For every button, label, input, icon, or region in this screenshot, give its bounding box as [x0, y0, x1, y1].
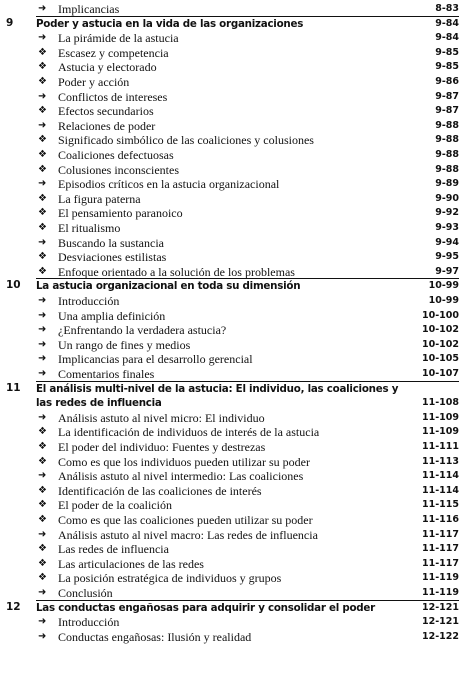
page-number: 10-105 [422, 353, 459, 365]
toc-entry [0, 294, 461, 308]
chapter-number: 11 [6, 381, 21, 394]
page-number: 11-113 [422, 455, 459, 467]
diamond-bullet-icon: ❖ [38, 572, 47, 584]
toc-entry [0, 148, 461, 162]
page-number: 11-116 [422, 514, 459, 525]
arrow-bullet-icon: ➜ [38, 470, 47, 482]
entry-title: Astucia y electorado [58, 60, 157, 75]
page-number: 9-84 [435, 17, 459, 29]
toc-entry [0, 46, 461, 60]
toc-entry [0, 367, 461, 381]
entry-title: Conductas engañosas: Ilusión y realidad [58, 629, 252, 644]
toc-entry [0, 265, 461, 279]
entry-title: ¿Enfrentando la verdadera astucia? [58, 323, 227, 338]
diamond-bullet-icon: ❖ [38, 46, 47, 58]
toc-entry [0, 338, 461, 352]
arrow-bullet-icon: ➜ [38, 32, 47, 44]
page-number: 11-119 [422, 587, 459, 598]
toc-entry [0, 104, 461, 118]
entry-title: Conclusión [58, 586, 113, 600]
toc-entry [0, 250, 461, 264]
entry-title: La pirámide de la astucia [58, 31, 179, 46]
page-number: 11-111 [422, 441, 459, 452]
page-number: 9-87 [435, 90, 459, 102]
entry-title: Poder y astucia en la vida de las organizaciones [36, 17, 304, 30]
toc-entry [0, 425, 461, 439]
diamond-bullet-icon: ❖ [38, 514, 47, 525]
arrow-bullet-icon: ➜ [38, 616, 47, 628]
arrow-bullet-icon: ➜ [38, 630, 47, 642]
entry-title: las redes de influencia [36, 397, 162, 410]
arrow-bullet-icon: ➜ [38, 338, 47, 350]
toc-entry [0, 571, 461, 585]
arrow-bullet-icon: ➜ [38, 236, 47, 248]
toc-entry [0, 352, 461, 366]
toc-entry [0, 2, 461, 16]
diamond-bullet-icon: ❖ [38, 207, 47, 219]
page-number: 11-109 [422, 411, 459, 423]
arrow-bullet-icon: ➜ [38, 587, 47, 598]
page-number: 10-107 [422, 368, 459, 379]
arrow-bullet-icon: ➜ [38, 353, 47, 365]
page-number: 11-109 [422, 426, 459, 438]
toc-entry [0, 90, 461, 104]
diamond-bullet-icon: ❖ [38, 499, 47, 511]
chapter-heading [0, 279, 461, 293]
page-number: 10-100 [422, 309, 459, 321]
entry-title: Episodios críticos en la astucia organizacional [58, 177, 280, 192]
diamond-bullet-icon: ❖ [38, 61, 47, 73]
entry-title: El análisis multi-nivel de la astucia: El individuo, las coaliciones y [36, 382, 399, 395]
arrow-bullet-icon: ➜ [38, 368, 47, 379]
arrow-bullet-icon: ➜ [38, 528, 47, 540]
entry-title: Significado simbólico de las coaliciones y colusiones [58, 133, 314, 148]
page-number: 9-93 [435, 222, 459, 233]
toc-entry [0, 163, 461, 177]
page-number: 11-117 [422, 557, 459, 569]
entry-title: La astucia organizacional en toda su dimensión [36, 280, 301, 293]
entry-title: Análisis astuto al nivel micro: El individuo [58, 410, 265, 425]
toc-entry [0, 513, 461, 527]
entry-title: Buscando la sustancia [58, 235, 164, 250]
page-number: 9-84 [435, 32, 459, 44]
entry-title: Enfoque orientado a la solución de los problemas [58, 264, 295, 279]
entry-title: Poder y acción [58, 75, 130, 89]
chapter-heading [0, 17, 461, 31]
entry-title: Relaciones de poder [58, 118, 156, 133]
chapter-heading [0, 396, 461, 410]
diamond-bullet-icon: ❖ [38, 192, 47, 204]
entry-title: Las redes de influencia [58, 542, 169, 557]
toc-entry [0, 323, 461, 337]
entry-title: Implicancias para el desarrollo gerencial [58, 352, 253, 367]
diamond-bullet-icon: ❖ [38, 426, 47, 438]
section-divider [36, 600, 459, 601]
entry-title: La identificación de individuos de interés de la astucia [58, 425, 320, 440]
page-number: 11-117 [422, 543, 459, 555]
arrow-bullet-icon: ➜ [38, 324, 47, 336]
arrow-bullet-icon: ➜ [38, 3, 47, 14]
entry-title: Como es que los individuos pueden utilizar su poder [58, 454, 310, 469]
page-number: 9-85 [435, 46, 459, 58]
entry-title: Introducción [58, 294, 120, 308]
page-number: 10-102 [422, 324, 459, 336]
toc-entry [0, 236, 461, 250]
diamond-bullet-icon: ❖ [38, 163, 47, 175]
page-number: 10-99 [428, 295, 459, 306]
diamond-bullet-icon: ❖ [38, 557, 47, 569]
entry-title: La posición estratégica de individuos y grupos [58, 571, 282, 586]
entry-title: Desviaciones estilistas [58, 250, 167, 265]
toc-entry [0, 60, 461, 74]
page-number: 12-121 [422, 601, 459, 613]
arrow-bullet-icon: ➜ [38, 295, 47, 306]
page-number: 11-119 [422, 572, 459, 584]
diamond-bullet-icon: ❖ [38, 455, 47, 467]
page-number: 9-88 [435, 134, 459, 146]
toc-entry [0, 557, 461, 571]
entry-title: Las conductas engañosas para adquirir y consolidar el poder [36, 601, 375, 614]
toc-entry [0, 586, 461, 600]
arrow-bullet-icon: ➜ [38, 411, 47, 423]
page-number: 11-108 [422, 397, 459, 409]
page-number: 9-88 [435, 149, 459, 160]
section-divider [36, 381, 459, 382]
page-number: 9-94 [435, 236, 459, 248]
entry-title: Colusiones inconscientes [58, 162, 179, 177]
page-number: 9-85 [435, 61, 459, 73]
toc-entry [0, 455, 461, 469]
arrow-bullet-icon: ➜ [38, 90, 47, 102]
section-divider [36, 278, 459, 279]
toc-entry [0, 75, 461, 89]
entry-title: Como es que las coaliciones pueden utilizar su poder [58, 513, 313, 527]
toc-entry [0, 630, 461, 644]
toc-entry [0, 31, 461, 45]
diamond-bullet-icon: ❖ [38, 251, 47, 263]
entry-title: Una amplia definición [58, 308, 166, 323]
toc-entry [0, 542, 461, 556]
arrow-bullet-icon: ➜ [38, 178, 47, 190]
entry-title: Análisis astuto al nivel macro: Las redes de influencia [58, 527, 318, 542]
entry-title: El pensamiento paranoico [58, 206, 183, 221]
diamond-bullet-icon: ❖ [38, 105, 47, 117]
diamond-bullet-icon: ❖ [38, 76, 47, 87]
toc-entry [0, 484, 461, 498]
toc-entry [0, 206, 461, 220]
page-number: 9-95 [435, 251, 459, 263]
page-number: 11-117 [422, 528, 459, 540]
page-number: 8-83 [435, 3, 459, 14]
diamond-bullet-icon: ❖ [38, 222, 47, 233]
entry-title: Un rango de fines y medios [58, 337, 191, 352]
page-number: 12-121 [422, 616, 459, 628]
chapter-heading [0, 382, 461, 396]
toc-entry [0, 411, 461, 425]
diamond-bullet-icon: ❖ [38, 441, 47, 452]
chapter-number: 12 [6, 600, 21, 613]
page-number: 10-99 [428, 280, 459, 292]
diamond-bullet-icon: ❖ [38, 134, 47, 146]
page-number: 9-88 [435, 163, 459, 175]
toc-entry [0, 177, 461, 191]
entry-title: Introducción [58, 615, 120, 630]
toc-entry [0, 221, 461, 235]
entry-title: Análisis astuto al nivel intermedio: Las coaliciones [58, 469, 304, 484]
entry-title: La figura paterna [58, 191, 141, 206]
diamond-bullet-icon: ❖ [38, 484, 47, 496]
arrow-bullet-icon: ➜ [38, 119, 47, 131]
toc-entry [0, 440, 461, 454]
toc-entry [0, 133, 461, 147]
page-number: 9-87 [435, 105, 459, 117]
arrow-bullet-icon: ➜ [38, 309, 47, 321]
toc-entry [0, 498, 461, 512]
section-divider [36, 16, 459, 17]
chapter-number: 10 [6, 279, 21, 292]
entry-title: El poder de la coalición [58, 498, 172, 513]
page-number: 9-88 [435, 119, 459, 131]
diamond-bullet-icon: ❖ [38, 265, 47, 277]
chapter-number: 9 [6, 16, 14, 29]
page-number: 11-115 [422, 499, 459, 511]
toc-entry [0, 469, 461, 483]
toc-entry [0, 192, 461, 206]
page-number: 9-97 [435, 265, 459, 277]
chapter-heading [0, 601, 461, 615]
page-number: 9-92 [435, 207, 459, 219]
entry-title: Conflictos de intereses [58, 89, 168, 104]
entry-title: Implicancias [58, 2, 120, 16]
entry-title: Escasez y competencia [58, 45, 169, 60]
toc-entry [0, 119, 461, 133]
page-number: 9-89 [435, 178, 459, 190]
page-number: 12-122 [422, 630, 459, 642]
entry-title: El poder del individuo: Fuentes y destrezas [58, 440, 266, 454]
page-number: 11-114 [422, 470, 459, 482]
page-number: 10-102 [422, 338, 459, 350]
diamond-bullet-icon: ❖ [38, 543, 47, 555]
page-number: 9-90 [435, 192, 459, 204]
toc-entry [0, 309, 461, 323]
toc-entry [0, 528, 461, 542]
entry-title: Efectos secundarios [58, 104, 154, 119]
entry-title: Comentarios finales [58, 367, 155, 381]
page-number: 11-114 [422, 484, 459, 496]
entry-title: Las articulaciones de las redes [58, 556, 204, 571]
page-number: 9-86 [435, 76, 459, 87]
entry-title: Coaliciones defectuosas [58, 148, 174, 162]
diamond-bullet-icon: ❖ [38, 149, 47, 160]
entry-title: Identificación de las coaliciones de interés [58, 483, 262, 498]
toc-entry [0, 615, 461, 629]
entry-title: El ritualismo [58, 221, 121, 235]
